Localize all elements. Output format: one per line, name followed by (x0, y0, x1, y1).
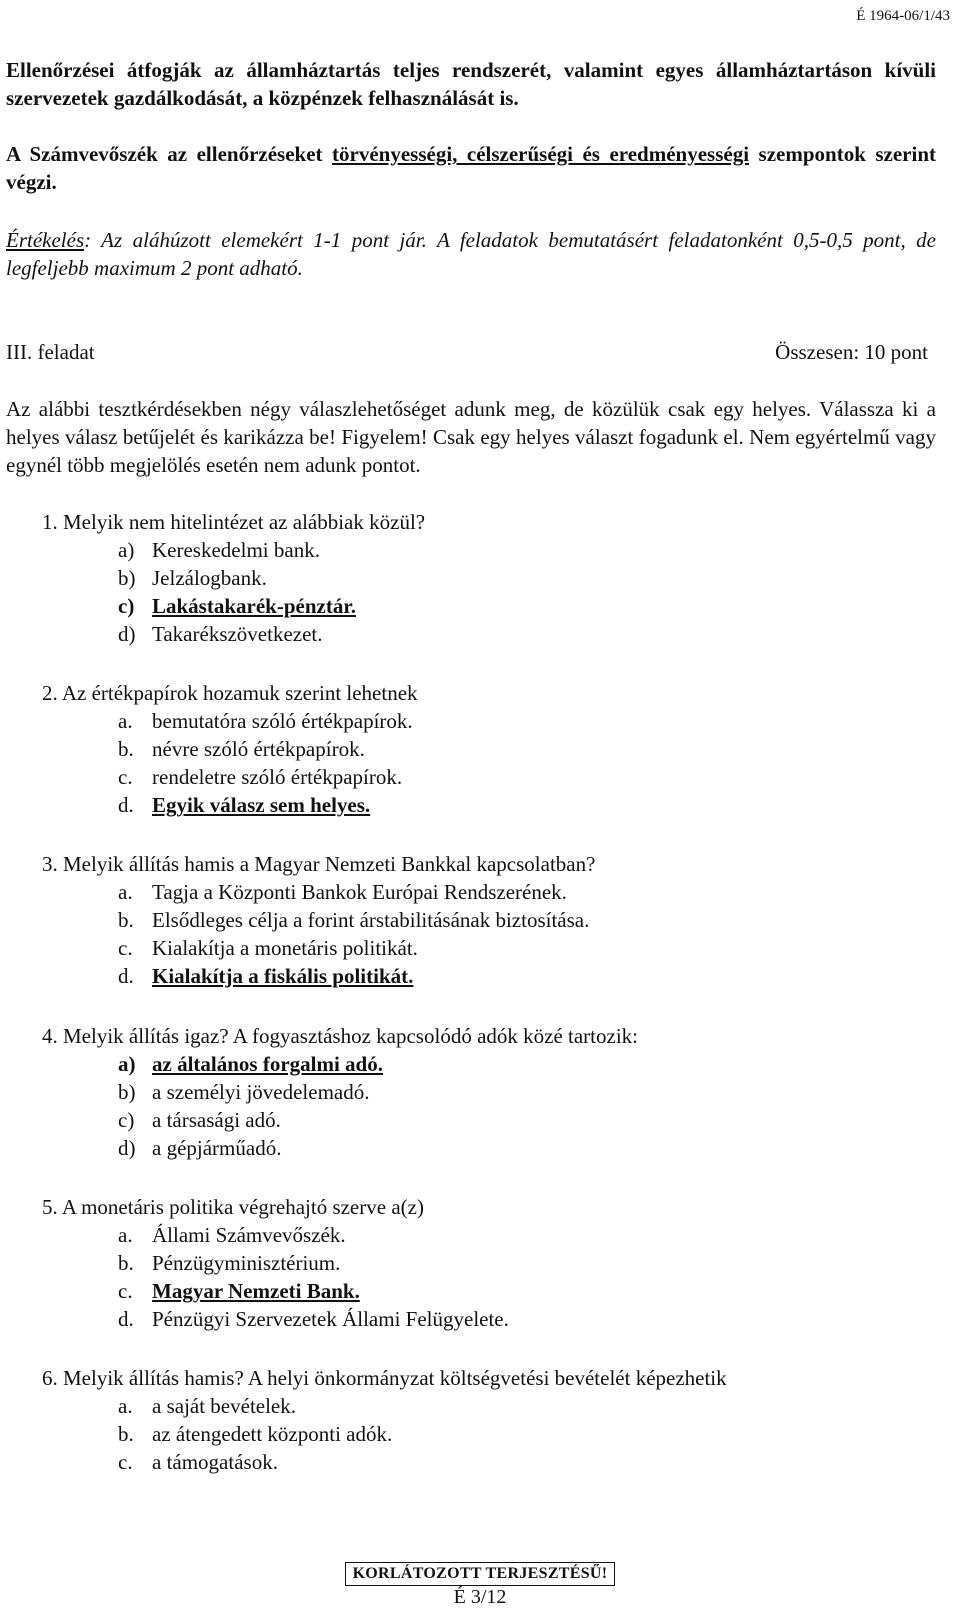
option-label: d. (118, 793, 134, 817)
option-label: c) (118, 594, 135, 618)
option-label: c. (118, 765, 133, 789)
option-text: Kereskedelmi bank. (152, 538, 320, 562)
footer (0, 1557, 960, 1608)
answer-option-correct[interactable] (42, 592, 922, 620)
option-text: bemutatóra szóló értékpapírok. (152, 709, 413, 733)
option-label: a. (118, 709, 133, 733)
option-text: Pénzügyi Szervezetek Állami Felügyelete. (152, 1307, 509, 1331)
answer-option[interactable] (42, 564, 922, 592)
option-text: Kialakítja a fiskális politikát. (152, 964, 414, 988)
answer-option[interactable] (42, 1249, 922, 1277)
option-label: d) (118, 622, 136, 646)
option-label: a. (118, 1223, 133, 1247)
option-label: c. (118, 1450, 133, 1474)
option-text: Pénzügyminisztérium. (152, 1251, 341, 1275)
intro-paragraph-1: Ellenőrzései átfogják az államháztartás teljes rendszerét, valamint egyes államháztartáson kívüli szervezetek gazdálkodását, a közpénzek felhasználását is. (6, 58, 936, 110)
option-label: d) (118, 1136, 136, 1160)
task-title: III. feladat (6, 340, 95, 364)
option-text: Takarékszövetkezet. (152, 622, 323, 646)
option-label: b. (118, 1251, 134, 1275)
question-text: 3. Melyik állítás hamis a Magyar Nemzeti Bankkal kapcsolatban? (42, 852, 596, 876)
evaluation-note (6, 226, 936, 282)
option-text: rendeletre szóló értékpapírok. (152, 765, 403, 789)
question-text: 5. A monetáris politika végrehajtó szerve a(z) (42, 1195, 424, 1219)
question-text: 2. Az értékpapírok hozamuk szerint lehetnek (42, 681, 418, 705)
answer-option[interactable] (42, 620, 922, 648)
option-label: c) (118, 1108, 135, 1132)
question-text: 4. Melyik állítás igaz? A fogyasztáshoz kapcsolódó adók közé tartozik: (42, 1024, 638, 1048)
option-label: d. (118, 1307, 134, 1331)
option-text: a támogatások. (152, 1450, 278, 1474)
answer-option[interactable] (42, 763, 922, 791)
option-text: Jelzálogbank. (152, 566, 267, 590)
task-instructions: Az alábbi tesztkérdésekben négy válaszlehetőséget adunk meg, de közülük csak egy helyes. Válassza ki a helyes válasz betűjelét és karikázza be! Figyelem! Csak egy helyes választ fogadunk el. Nem egyértelmű vagy egynél több megjelölés esetén nem adunk pontot. (6, 397, 936, 477)
option-text: az átengedett központi adók. (152, 1422, 393, 1446)
answer-option[interactable] (42, 1106, 922, 1134)
option-text: Kialakítja a monetáris politikát. (152, 936, 418, 960)
option-label: b. (118, 737, 134, 761)
option-text: Állami Számvevőszék. (152, 1223, 346, 1247)
answer-option[interactable] (42, 1221, 922, 1249)
answer-option[interactable] (42, 1305, 922, 1333)
question-2 (42, 679, 922, 819)
option-label: c. (118, 936, 133, 960)
answer-option[interactable] (42, 1420, 922, 1448)
question-5 (42, 1193, 922, 1333)
answer-option[interactable] (42, 735, 922, 763)
option-label: b. (118, 908, 134, 932)
intro-paragraph-2 (6, 140, 936, 196)
answer-option-correct[interactable] (42, 1277, 922, 1305)
option-label: d. (118, 964, 134, 988)
option-text: Egyik válasz sem helyes. (152, 793, 371, 817)
answer-option-correct[interactable] (42, 962, 922, 990)
option-label: a) (118, 538, 135, 562)
question-3 (42, 850, 922, 990)
answer-option[interactable] (42, 934, 922, 962)
question-4 (42, 1022, 922, 1162)
task-header (6, 338, 928, 366)
answer-option[interactable] (42, 536, 922, 564)
evaluation-text: : Az aláhúzott elemekért 1-1 pont jár. A feladatok bemutatásért feladatonként 0,5-0,5 pont, de legfeljebb maximum 2 pont adható. (6, 228, 936, 280)
option-label: a. (118, 880, 133, 904)
intro-p2-after: szempontok szerint végzi. (6, 142, 936, 194)
answer-option-correct[interactable] (42, 791, 922, 819)
answer-option-correct[interactable] (42, 1050, 922, 1078)
answer-option[interactable] (42, 707, 922, 735)
task-total-points: Összesen: 10 pont (775, 340, 928, 364)
answer-option[interactable] (42, 1448, 922, 1476)
option-label: b) (118, 1080, 136, 1104)
option-text: Elsődleges célja a forint árstabilitásának biztosítása. (152, 908, 590, 932)
question-text: 1. Melyik nem hitelintézet az alábbiak közül? (42, 510, 426, 534)
option-text: a személyi jövedelemadó. (152, 1080, 370, 1104)
evaluation-label: Értékelés (6, 228, 85, 252)
option-text: névre szóló értékpapírok. (152, 737, 365, 761)
option-text: Lakástakarék-pénztár. (152, 594, 356, 618)
option-text: a saját bevételek. (152, 1394, 297, 1418)
question-text: 6. Melyik állítás hamis? A helyi önkormányzat költségvetési bevételét képezhetik (42, 1366, 727, 1390)
option-label: c. (118, 1279, 133, 1303)
intro-p2-before: A Számvevőszék az ellenőrzéseket (6, 142, 333, 166)
option-text: a társasági adó. (152, 1108, 281, 1132)
question-1 (42, 508, 922, 648)
option-label: b) (118, 566, 136, 590)
page-number: É 3/12 (453, 1586, 507, 1608)
restricted-distribution-notice: KORLÁTOZOTT TERJESZTÉSŰ! (345, 1562, 616, 1586)
option-text: Magyar Nemzeti Bank. (152, 1279, 360, 1303)
option-label: b. (118, 1422, 134, 1446)
answer-option[interactable] (42, 1134, 922, 1162)
answer-option[interactable] (42, 1392, 922, 1420)
option-text: az általános forgalmi adó. (152, 1052, 383, 1076)
answer-option[interactable] (42, 1078, 922, 1106)
option-text: Tagja a Központi Bankok Európai Rendszerének. (152, 880, 567, 904)
option-text: a gépjárműadó. (152, 1136, 282, 1160)
answer-option[interactable] (42, 878, 922, 906)
option-label: a. (118, 1394, 133, 1418)
answer-option[interactable] (42, 906, 922, 934)
document-code: É 1964-06/1/43 (856, 8, 950, 24)
intro-p2-underlined: törvényességi, célszerűségi és eredményességi (332, 142, 750, 166)
question-6 (42, 1364, 922, 1476)
option-label: a) (118, 1052, 136, 1076)
